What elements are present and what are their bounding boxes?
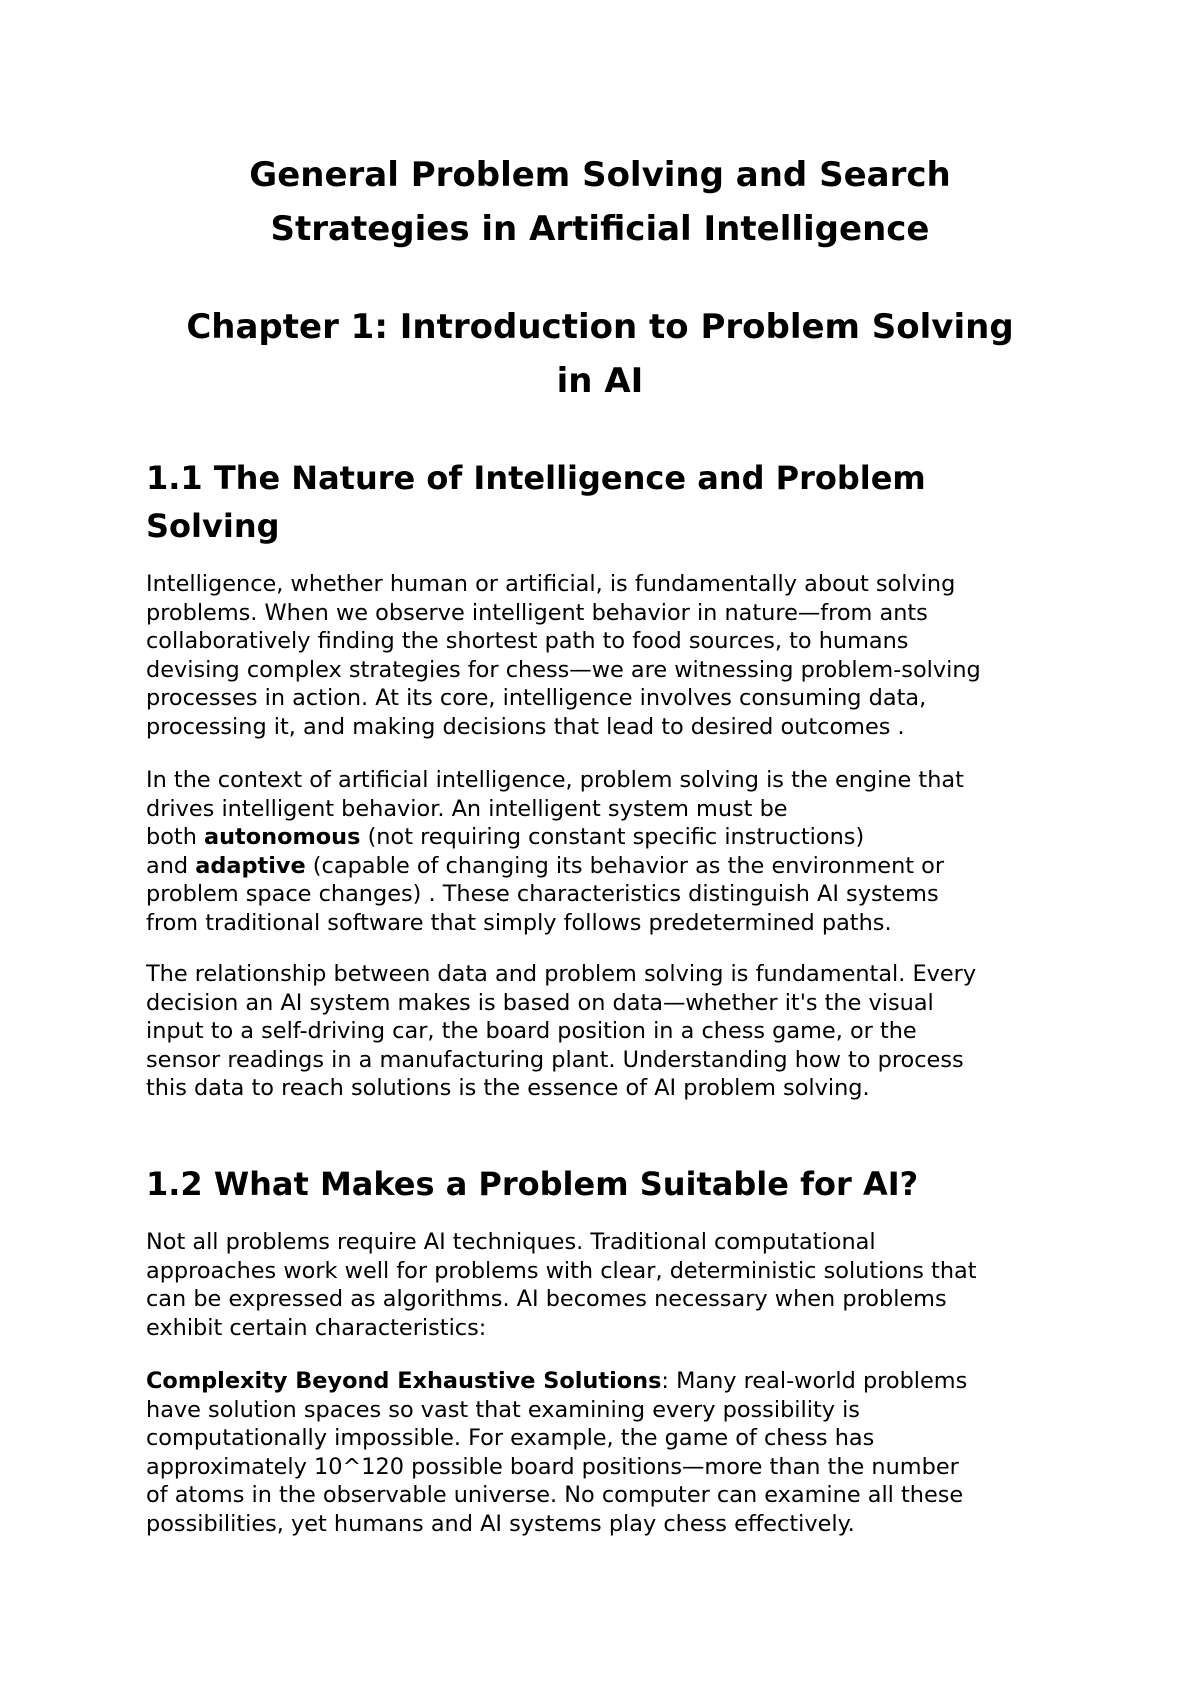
paragraph-line — [146, 823, 1076, 852]
text-run: : Many real-world problems — [661, 1368, 968, 1394]
document-title — [100, 148, 1100, 256]
chapter-title-line: Chapter 1: Introduction to Problem Solving — [186, 307, 1014, 347]
paragraph-line: computationally impossible. For example, the game of chess has — [146, 1425, 875, 1451]
paragraph-line: In the context of artificial intelligence, problem solving is the engine that — [146, 767, 964, 793]
paragraph-line: can be expressed as algorithms. AI becomes necessary when problems — [146, 1286, 947, 1312]
text-run: (not requiring constant specific instructions) — [360, 824, 865, 850]
paragraph — [146, 1367, 1076, 1538]
paragraph — [146, 766, 1076, 937]
section-heading-line: 1.2 What Makes a Problem Suitable for AI? — [146, 1165, 919, 1203]
paragraph — [146, 570, 1076, 741]
paragraph-line: drives intelligent behavior. An intelligent system must be — [146, 795, 788, 822]
chapter-title — [100, 300, 1100, 408]
paragraph-line: problem space changes) . These characteristics distinguish AI systems — [146, 881, 939, 907]
text-run: both — [146, 824, 204, 850]
paragraph-line: devising complex strategies for chess—we are witnessing problem-solving — [146, 656, 981, 683]
paragraph-line: have solution spaces so vast that examining every possibility is — [146, 1396, 860, 1423]
paragraph-line: input to a self-driving car, the board position in a chess game, or the — [146, 1018, 917, 1044]
bold-term-autonomous: autonomous — [204, 824, 361, 850]
document-title-line: General Problem Solving and Search — [249, 155, 951, 195]
paragraph-line: of atoms in the observable universe. No computer can examine all these — [146, 1482, 964, 1508]
paragraph-line: decision an AI system makes is based on data—whether it's the visual — [146, 989, 934, 1016]
paragraph-line: approaches work well for problems with clear, deterministic solutions that — [146, 1257, 977, 1284]
paragraph-line — [146, 852, 1076, 881]
paragraph — [146, 960, 1076, 1103]
section-heading-line: Solving — [146, 507, 280, 545]
paragraph-line: exhibit certain characteristics: — [146, 1314, 487, 1341]
paragraph-line: The relationship between data and problem solving is fundamental. Every — [146, 961, 977, 987]
text-run: and — [146, 852, 196, 879]
text-run: (capable of changing its behavior as the environment or — [305, 852, 945, 879]
paragraph-line — [146, 1367, 1076, 1396]
document-title-line: Strategies in Artificial Intelligence — [270, 209, 930, 249]
paragraph — [146, 1228, 1076, 1342]
paragraph-line: approximately 10^120 possible board positions—more than the number — [146, 1453, 959, 1480]
paragraph-line: processes in action. At its core, intelligence involves consuming data, — [146, 685, 927, 711]
paragraph-line: possibilities, yet humans and AI systems play chess effectively. — [146, 1510, 855, 1537]
paragraph-line: from traditional software that simply follows predetermined paths. — [146, 909, 892, 936]
chapter-title-line: in AI — [556, 361, 644, 401]
paragraph-line: sensor readings in a manufacturing plant. Understanding how to process — [146, 1046, 964, 1073]
section-heading-1-1 — [146, 454, 1066, 550]
paragraph-line: Intelligence, whether human or artificial, is fundamentally about solving — [146, 571, 956, 597]
paragraph-line: collaboratively finding the shortest path to food sources, to humans — [146, 628, 909, 654]
section-heading-line: 1.1 The Nature of Intelligence and Problem — [146, 459, 926, 497]
bold-term-adaptive: adaptive — [195, 852, 306, 879]
paragraph-line: this data to reach solutions is the essence of AI problem solving. — [146, 1075, 870, 1101]
paragraph-line: processing it, and making decisions that lead to desired outcomes . — [146, 713, 905, 740]
paragraph-line: Not all problems require AI techniques. Traditional computational — [146, 1229, 876, 1255]
paragraph-line: problems. When we observe intelligent behavior in nature—from ants — [146, 599, 928, 626]
section-heading-1-2 — [146, 1160, 1066, 1208]
bold-term-complexity: Complexity Beyond Exhaustive Solutions — [146, 1368, 662, 1394]
